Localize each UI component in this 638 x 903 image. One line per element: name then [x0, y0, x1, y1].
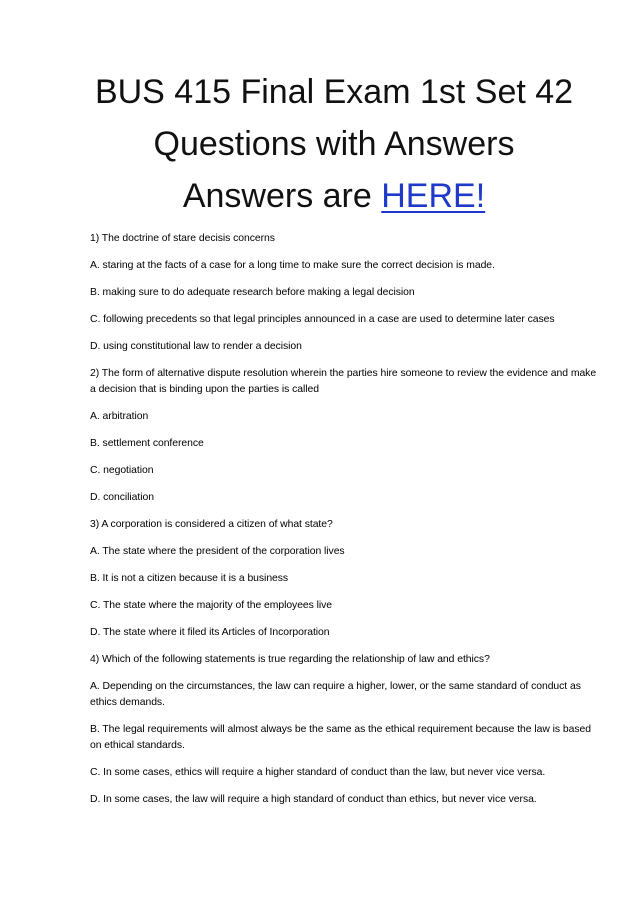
document-title [60, 66, 608, 222]
question-text: 4) Which of the following statements is true regarding the relationship of law and ethics? [90, 654, 490, 665]
answer-option: D. In some cases, the law will require a high standard of conduct than ethics, but never vice versa. [90, 794, 537, 805]
question-block-1 [90, 231, 600, 355]
answer-option: A. Depending on the circumstances, the law can require a higher, lower, or the same standard of conduct as ethics demands. [90, 681, 581, 708]
question-text: 2) The form of alternative dispute resolution wherein the parties hire someone to review the evidence and make a decision that is binding upon the parties is called [90, 368, 597, 395]
answer-option: B. making sure to do adequate research before making a legal decision [90, 287, 415, 298]
answers-here-link[interactable]: HERE! [381, 177, 486, 215]
answer-option: A. arbitration [90, 411, 149, 422]
question-block-2 [90, 366, 600, 506]
title-line-1: BUS 415 Final Exam 1st Set 42 [94, 73, 574, 111]
question-text: 3) A corporation is considered a citizen of what state? [90, 519, 333, 530]
question-list [90, 231, 600, 819]
answer-option: C. The state where the majority of the employees live [90, 600, 333, 611]
answer-option: B. It is not a citizen because it is a business [90, 573, 289, 584]
answer-option: C. In some cases, ethics will require a higher standard of conduct than the law, but never vice versa. [90, 767, 546, 778]
answer-option: A. staring at the facts of a case for a long time to make sure the correct decision is made. [90, 260, 495, 271]
answer-option: B. The legal requirements will almost always be the same as the ethical requirement because the law is based on ethical standards. [90, 724, 591, 751]
title-line-3-prefix: Answers are [182, 177, 382, 215]
answer-option: D. conciliation [90, 492, 154, 503]
answer-option: A. The state where the president of the corporation lives [90, 546, 345, 557]
answer-option: D. using constitutional law to render a decision [90, 341, 302, 352]
answer-option: C. negotiation [90, 465, 154, 476]
title-line-2: Questions with Answers [153, 125, 515, 163]
question-text: 1) The doctrine of stare decisis concerns [90, 233, 275, 244]
answer-option: C. following precedents so that legal principles announced in a case are used to determine later cases [90, 314, 555, 325]
title-line-3 [60, 170, 608, 222]
answer-option: D. The state where it filed its Articles of Incorporation [90, 627, 330, 638]
question-block-4 [90, 652, 600, 808]
answer-option: B. settlement conference [90, 438, 204, 449]
question-block-3 [90, 517, 600, 641]
